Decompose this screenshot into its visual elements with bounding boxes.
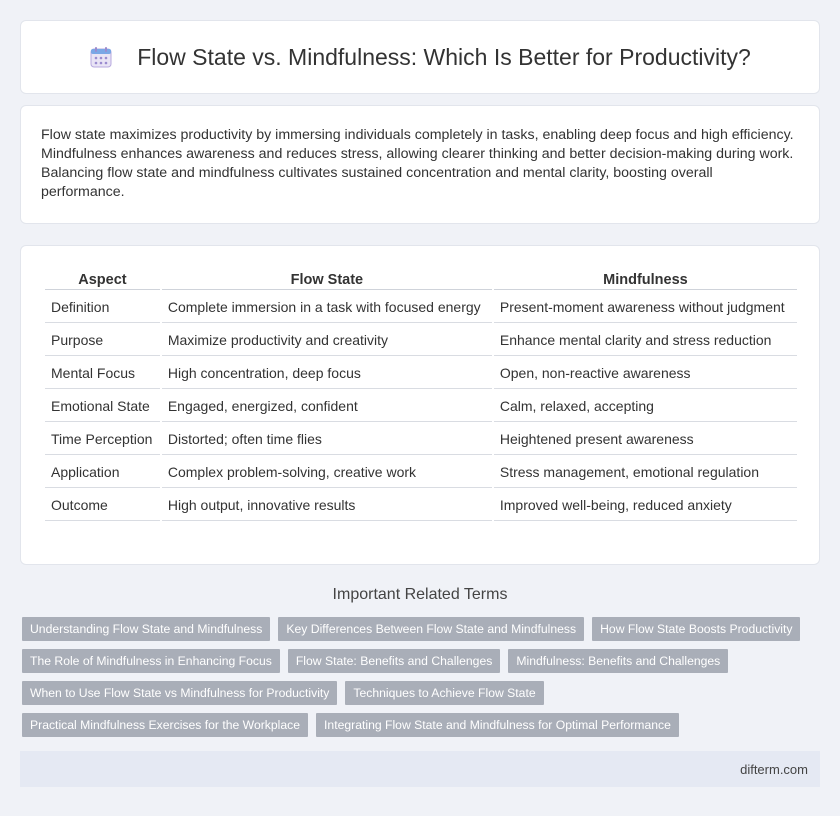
footer-site-link[interactable]: difterm.com: [740, 761, 808, 777]
cell-flow-state: Maximize productivity and creativity: [162, 325, 492, 356]
cell-mindfulness: Open, non-reactive awareness: [494, 358, 797, 389]
footer: [20, 751, 820, 787]
header-aspect: Aspect: [45, 268, 160, 290]
cell-mindfulness: Improved well-being, reduced anxiety: [494, 490, 797, 521]
header-mindfulness: Mindfulness: [494, 268, 797, 290]
related-term-link[interactable]: Key Differences Between Flow State and Mindfulness: [278, 617, 584, 641]
comparison-table-card: [20, 245, 820, 565]
cell-mindfulness: Stress management, emotional regulation: [494, 457, 797, 488]
cell-aspect: Emotional State: [45, 391, 160, 422]
related-term-link[interactable]: When to Use Flow State vs Mindfulness for Productivity: [22, 681, 337, 705]
intro-text: Flow state maximizes productivity by immersing individuals completely in tasks, enabling deep focus and high efficiency. Mindfulness enhances awareness and reduces stress, allowing clearer thinking and better decision-making during work. Balancing flow state and mindfulness cultivates sustained concentration and mental clarity, boosting overall performance.: [41, 127, 794, 200]
related-term-link[interactable]: Mindfulness: Benefits and Challenges: [508, 649, 728, 673]
tag-row: [22, 681, 822, 705]
cell-aspect: Purpose: [45, 325, 160, 356]
cell-mindfulness: Calm, relaxed, accepting: [494, 391, 797, 422]
cell-mindfulness: Present-moment awareness without judgment: [494, 292, 797, 323]
related-term-link[interactable]: Flow State: Benefits and Challenges: [288, 649, 500, 673]
table-row: [45, 325, 797, 356]
table-row: [45, 391, 797, 422]
cell-flow-state: Complex problem-solving, creative work: [162, 457, 492, 488]
table-row: [45, 424, 797, 455]
cell-flow-state: Distorted; often time flies: [162, 424, 492, 455]
header-flow-state: Flow State: [162, 268, 492, 290]
cell-aspect: Time Perception: [45, 424, 160, 455]
cell-flow-state: High output, innovative results: [162, 490, 492, 521]
cell-aspect: Mental Focus: [45, 358, 160, 389]
related-term-link[interactable]: How Flow State Boosts Productivity: [592, 617, 800, 641]
intro-card: [20, 105, 820, 224]
related-term-link[interactable]: Integrating Flow State and Mindfulness for Optimal Performance: [316, 713, 679, 737]
table-row: [45, 292, 797, 323]
table-row: [45, 490, 797, 521]
table-row: [45, 457, 797, 488]
tag-row: [22, 649, 822, 673]
cell-flow-state: High concentration, deep focus: [162, 358, 492, 389]
table-header-row: [45, 268, 797, 290]
related-term-link[interactable]: Practical Mindfulness Exercises for the Workplace: [22, 713, 308, 737]
cell-aspect: Application: [45, 457, 160, 488]
related-terms-title: Important Related Terms: [332, 586, 508, 603]
cell-mindfulness: Heightened present awareness: [494, 424, 797, 455]
related-term-link[interactable]: The Role of Mindfulness in Enhancing Focus: [22, 649, 280, 673]
related-term-link[interactable]: Techniques to Achieve Flow State: [345, 681, 543, 705]
cell-aspect: Definition: [45, 292, 160, 323]
tag-row: [22, 713, 822, 737]
header-card: [20, 20, 820, 94]
cell-flow-state: Engaged, energized, confident: [162, 391, 492, 422]
cell-aspect: Outcome: [45, 490, 160, 521]
cell-flow-state: Complete immersion in a task with focused energy: [162, 292, 492, 323]
cell-mindfulness: Enhance mental clarity and stress reduction: [494, 325, 797, 356]
tag-row: [22, 617, 822, 641]
comparison-table: [43, 266, 799, 523]
related-term-link[interactable]: Understanding Flow State and Mindfulness: [22, 617, 270, 641]
related-terms-list: [22, 617, 822, 745]
calendar-icon: [89, 45, 113, 69]
page-title: Flow State vs. Mindfulness: Which Is Better for Productivity?: [137, 43, 751, 70]
table-row: [45, 358, 797, 389]
